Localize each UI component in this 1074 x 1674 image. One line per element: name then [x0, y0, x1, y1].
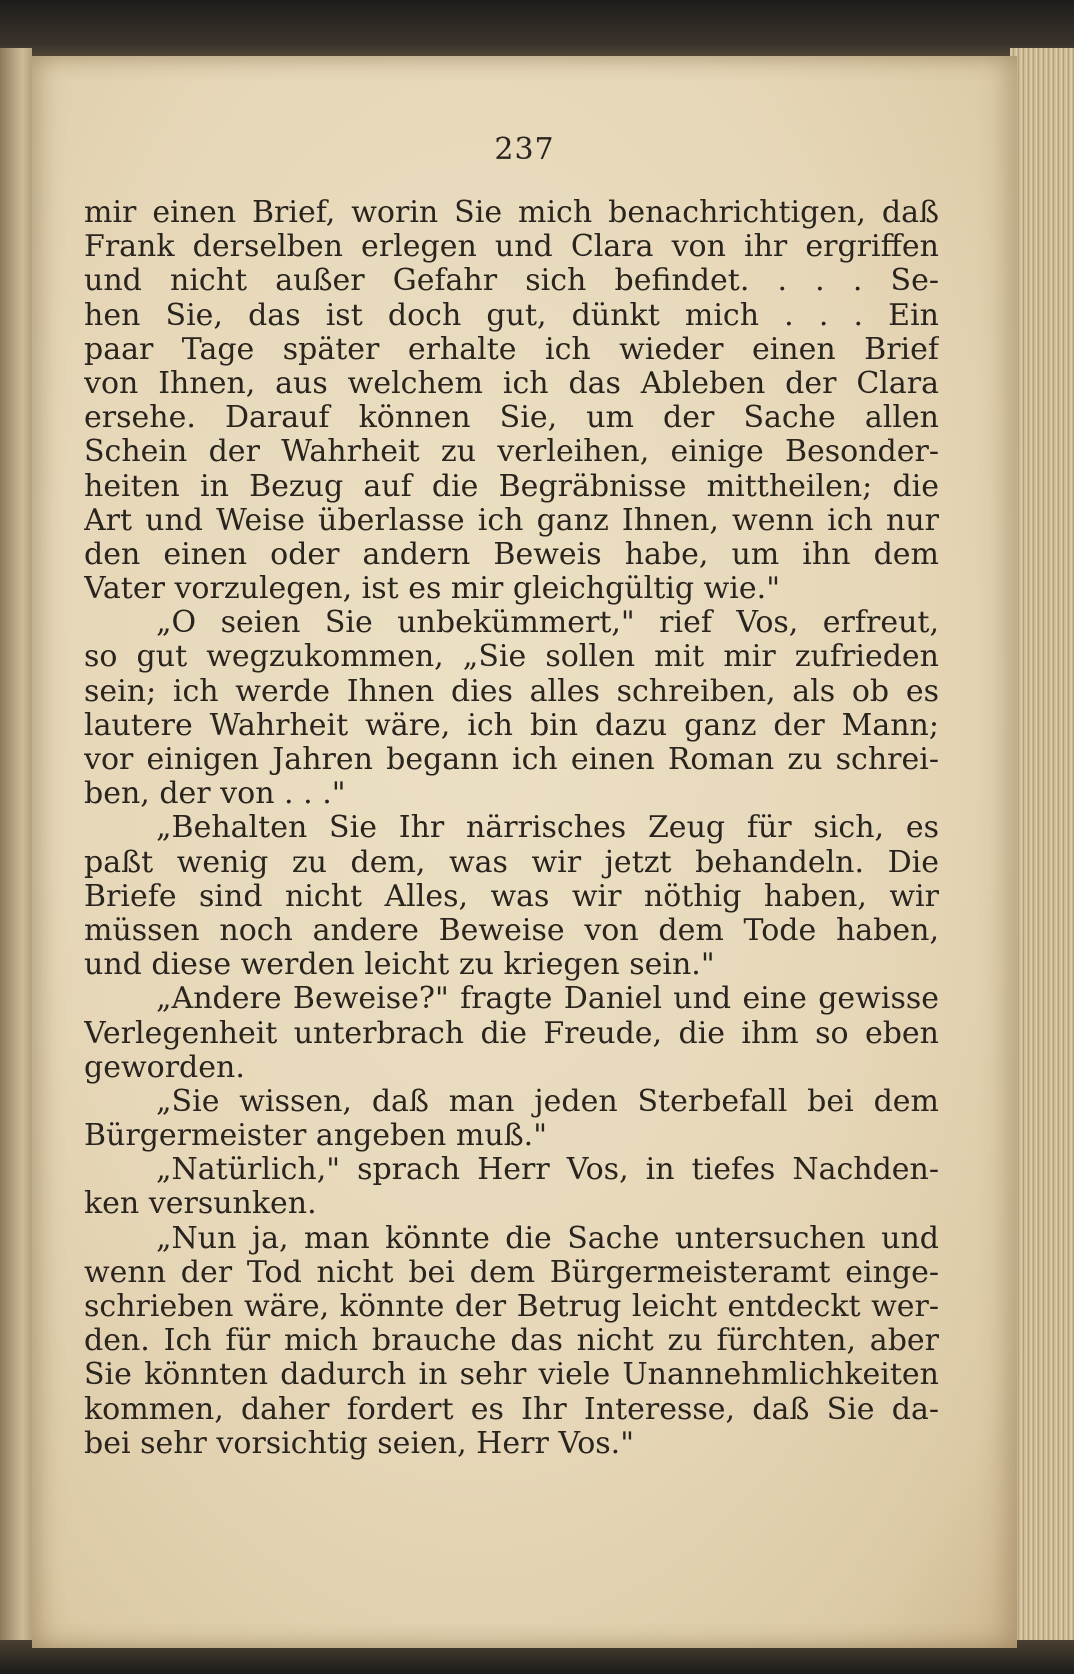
- text-line: den einen oder andern Beweis habe, um ihn dem: [84, 537, 939, 572]
- text-line: mir einen Brief, worin Sie mich benachrichtigen, daß: [84, 196, 939, 230]
- text-line: und nicht außer Gefahr sich befindet. . . . Se-: [84, 264, 939, 299]
- page-number: 237: [494, 132, 555, 167]
- text-line: Art und Weise überlasse ich ganz Ihnen, wenn ich nur: [84, 503, 939, 538]
- text-line: „Natürlich," sprach Herr Vos, in tiefes Nachden-: [156, 1153, 939, 1188]
- text-line: sein; ich werde Ihnen dies alles schreiben, als ob es: [84, 674, 939, 709]
- book-spine-edge: [0, 48, 32, 1648]
- text-line: lautere Wahrheit wäre, ich bin dazu ganz der Mann;: [84, 708, 939, 743]
- text-line: kommen, daher fordert es Ihr Interesse, daß Sie da-: [84, 1392, 939, 1427]
- book-page: [32, 56, 1017, 1648]
- text-line: den. Ich für mich brauche das nicht zu fürchten, aber: [84, 1324, 939, 1359]
- text-line: bei sehr vorsichtig seien, Herr Vos.": [84, 1426, 635, 1461]
- text-line: Sie könnten dadurch in sehr viele Unannehmlichkeiten: [84, 1358, 939, 1393]
- text-line: „Behalten Sie Ihr närrisches Zeug für sich, es: [156, 811, 939, 846]
- text-line: Frank derselben erlegen und Clara von ihr ergriffen: [84, 230, 939, 265]
- text-line: schrieben wäre, könnte der Betrug leicht entdeckt wer-: [84, 1290, 939, 1324]
- text-line: vor einigen Jahren begann ich einen Roman zu schrei-: [84, 743, 939, 777]
- text-line: heiten in Bezug auf die Begräbnisse mittheilen; die: [84, 469, 939, 504]
- text-line: ersehe. Darauf können Sie, um der Sache allen: [84, 401, 939, 436]
- text-line: paßt wenig zu dem, was wir jetzt behandeln. Die: [84, 845, 939, 880]
- text-line: von Ihnen, aus welchem ich das Ableben der Clara: [84, 366, 939, 401]
- text-line: geworden.: [84, 1050, 245, 1085]
- text-line: „Andere Beweise?" fragte Daniel und eine gewisse: [156, 982, 939, 1017]
- text-line: und diese werden leicht zu kriegen sein.": [84, 948, 715, 983]
- text-line: hen Sie, das ist doch gut, dünkt mich . . . Ein: [84, 298, 939, 333]
- text-line: müssen noch andere Beweise von dem Tode haben,: [84, 913, 939, 948]
- page-stack-edge: [1010, 48, 1074, 1648]
- text-line: wenn der Tod nicht bei dem Bürgermeisteramt einge-: [84, 1255, 939, 1290]
- text-line: paar Tage später erhalte ich wieder einen Brief: [84, 332, 939, 367]
- text-line: Schein der Wahrheit zu verleihen, einige Besonder-: [84, 435, 939, 470]
- text-line: ben, der von . . .": [84, 777, 346, 812]
- page-text: [84, 196, 939, 1461]
- text-line: Vater vorzulegen, ist es mir gleichgültig wie.": [84, 572, 780, 607]
- text-line: ken versunken.: [84, 1187, 317, 1222]
- text-line: „Sie wissen, daß man jeden Sterbefall bei dem: [156, 1084, 939, 1119]
- text-line: „O seien Sie unbekümmert," rief Vos, erfreut,: [156, 606, 939, 641]
- text-line: „Nun ja, man könnte die Sache untersuchen und: [156, 1221, 939, 1256]
- book-top-edge: [0, 0, 1074, 62]
- text-line: Verlegenheit unterbrach die Freude, die ihm so eben: [84, 1016, 939, 1051]
- text-line: Briefe sind nicht Alles, was wir nöthig haben, wir: [84, 879, 939, 914]
- text-line: so gut wegzukommen, „Sie sollen mit mir zufrieden: [84, 640, 939, 675]
- text-line: Bürgermeister angeben muß.": [84, 1119, 548, 1154]
